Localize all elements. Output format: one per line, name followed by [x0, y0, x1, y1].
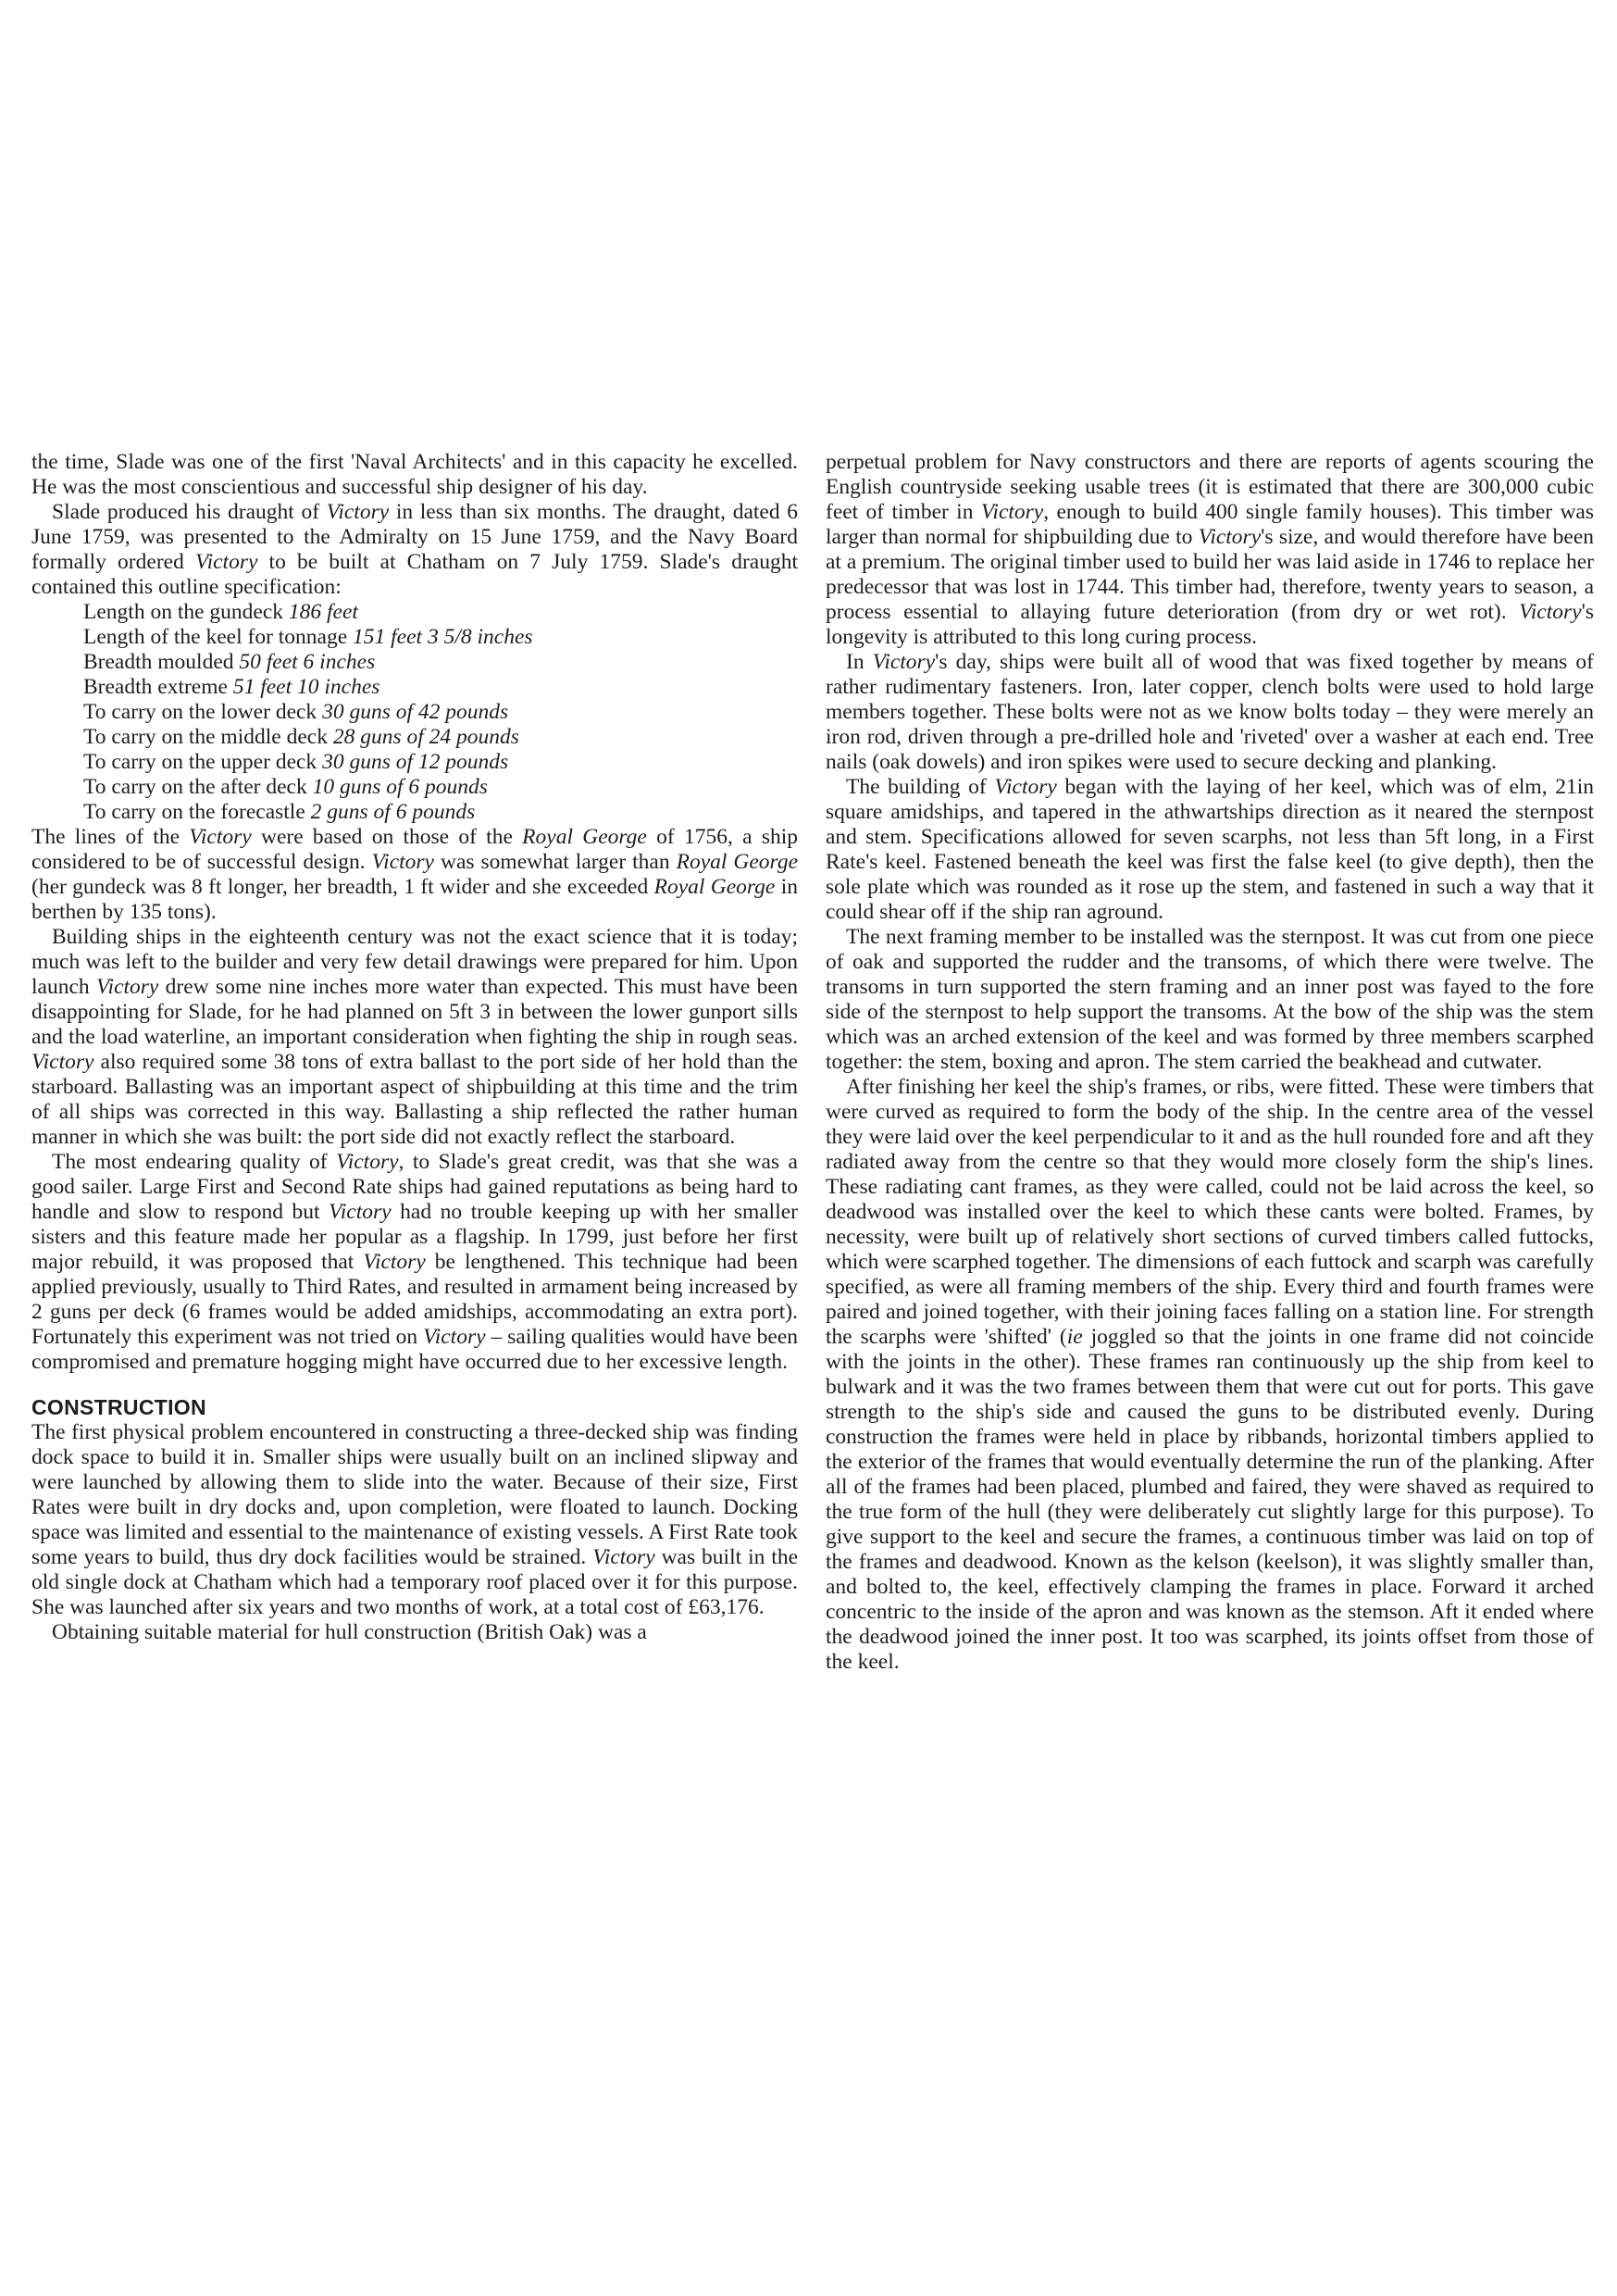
- spec-item: To carry on the forecastle 2 guns of 6 pounds: [83, 800, 476, 824]
- spec-item: To carry on the after deck 10 guns of 6 pounds: [83, 775, 488, 799]
- spec-item: Breadth moulded 50 feet 6 inches: [83, 650, 376, 674]
- paragraph: perpetual problem for Navy constructors and there are reports of agents scouring the English countryside seeking usable trees (it is estimated that there are 300,000 cubic feet of timber in Victory, enough to build 400 single family houses). This timber was larger than normal for shipbuilding due to Victory's size, and would therefore have been at a premium. The original timber used to build her was laid aside in 1746 to replace her predecessor that was lost in 1744. This timber had, therefore, twenty years to season, a process essential to allaying future deterioration (from dry or wet rot). Victory's longevity is attributed to this long curing process.: [826, 450, 1594, 649]
- paragraph: In Victory's day, ships were built all of wood that was fixed together by means of rather rudimentary fasteners. Iron, later copper, clench bolts were used to hold large members together. These bolts were not as we know bolts today – they were merely an iron rod, driven through a pre-drilled hole and 'riveted' over a washer at each end. Tree nails (oak dowels) and iron spikes were used to secure decking and planking.: [826, 650, 1595, 774]
- paragraph: The most endearing quality of Victory, to Slade's great credit, was that she was a good sailer. Large First and Second Rate ships had gained reputations as being hard to handle and slow to respond but Victory had no trouble keeping up with her smaller sisters and this feature made her popular as a flagship. In 1799, just before her first major rebuild, it was proposed that Victory be lengthened. This technique had been applied previously, usually to Third Rates, and resulted in armament being increased by 2 guns per deck (6 frames would be added amidships, accommodating an extra port). Fortunately this experiment was not tried on Victory – sailing qualities would have been compromised and premature hogging might have occurred due to her excessive length.: [31, 1150, 798, 1374]
- spec-item: Breadth extreme 51 feet 10 inches: [83, 675, 380, 699]
- spec-item: Length of the keel for tonnage 151 feet 3 5/8 inches: [83, 625, 533, 649]
- spec-item: To carry on the upper deck 30 guns of 12 pounds: [83, 750, 509, 774]
- specification-list: [31, 600, 798, 825]
- paragraph: The lines of the Victory were based on those of the Royal George of 1756, a ship considered to be of successful design. Victory was somewhat larger than Royal George (her gundeck was 8 ft longer, her breadth, 1 ft wider and she exceeded Royal George in berthen by 135 tons).: [31, 825, 799, 924]
- spec-item: Length on the gundeck 186 feet: [83, 600, 358, 624]
- paragraph: Building ships in the eighteenth century was not the exact science that it is today; much was left to the builder and very few detail drawings were prepared for him. Upon launch Victory drew some nine inches more water than expected. This must have been disappointing for Slade, for he had planned on 5ft 3 in between the lower gunport sills and the load waterline, an important consideration when fighting the ship in rough seas. Victory also required some 38 tons of extra ballast to the port side of her hold than the starboard. Ballasting was an important aspect of shipbuilding at this time and the trim of all ships was corrected in this way. Ballasting a ship reflected the rather human manner in which she was built: the port side did not exactly reflect the starboard.: [31, 925, 798, 1149]
- paragraph: Obtaining suitable material for hull construction (British Oak) was a: [52, 1620, 647, 1644]
- paragraph: The first physical problem encountered in constructing a three-decked ship was finding dock space to build it in. Smaller ships were usually built on an inclined slipway and were launched by allowing them to slide into the water. Because of their size, First Rates were built in dry docks and, upon completion, were floated to launch. Docking space was limited and essential to the maintenance of existing vessels. A First Rate took some years to build, thus dry dock facilities would be strained. Victory was built in the old single dock at Chatham which had a temporary roof placed over it for this purpose. She was launched after six years and two months of work, at a total cost of £63,176.: [31, 1420, 798, 1619]
- paragraph: the time, Slade was one of the first 'Naval Architects' and in this capacity he excelled. He was the most conscientious and successful ship designer of his day.: [31, 450, 798, 499]
- paragraph: The building of Victory began with the laying of her keel, which was of elm, 21in square amidships, and tapered in the athwartships direction as it neared the sternpost and stem. Specifications allowed for seven scarphs, not less than 5ft long, in a First Rate's keel. Fastened beneath the keel was first the false keel (to give depth), then the sole plate which was rounded as it rose up the stem, and fastened in such a way that it could shear off if the ship ran aground.: [826, 775, 1594, 924]
- paragraph: Slade produced his draught of Victory in less than six months. The draught, dated 6 June 1759, was presented to the Admiralty on 15 June 1759, and the Navy Board formally ordered Victory to be built at Chatham on 7 July 1759. Slade's draught contained this outline specification:: [31, 500, 799, 599]
- section-heading: CONSTRUCTION: [31, 1395, 206, 1419]
- paragraph: The next framing member to be installed was the sternpost. It was cut from one piece of oak and supported the rudder and the transoms, of which there were twelve. The transoms in turn supported the stern framing and an inner post was fayed to the fore side of the sternpost to help support the transoms. At the bow of the ship was the stem which was an arched extension of the keel and was formed by three members scarphed together: the stem, boxing and apron. The stem carried the beakhead and cutwater.: [826, 925, 1594, 1074]
- right-column: [826, 450, 1594, 1675]
- spec-item: To carry on the lower deck 30 guns of 42 pounds: [83, 700, 509, 724]
- paragraph: After finishing her keel the ship's frames, or ribs, were fitted. These were timbers that were curved as required to form the body of the ship. In the centre area of the vessel they were laid over the keel perpendicular to it and as the hull rounded fore and aft they radiated away from the centre so that they would more closely form the ship's lines. These radiating cant frames, as they were called, could not be laid across the keel, so deadwood was installed over the keel to which these cants were bolted. Frames, by necessity, were built up of relatively short sections of curved timbers called futtocks, which were scarphed together. The dimensions of each futtock and scarph was carefully specified, as were all framing members of the ship. Every third and fourth frames were paired and joined together, with their joining faces falling on a station line. For strength the scarphs were 'shifted' (ie joggled so that the joints in one frame did not coincide with the joints in the other). These frames ran continuously up the ship from keel to bulwark and it was the two frames between them that were cut out for ports. This gave strength to the ship's side and caused the guns to be distributed evenly. During construction the frames were held in place by ribbands, horizontal timbers applied to the exterior of the frames that would eventually determine the run of the planking. After all of the frames had been placed, plumbed and faired, they were shaved as required to the true form of the hull (they were deliberately cut slightly large for this purpose). To give support to the keel and secure the frames, a continuous timber was laid on top of the frames and deadwood. Known as the kelson (keelson), it was slightly smaller than, and bolted to, the keel, effectively clamping the frames in place. Forward it arched concentric to the inside of the apron and was known as the stemson. Aft it ended where the deadwood joined the inner post. It too was scarphed, its joints offset from those of the keel.: [826, 1075, 1594, 1674]
- spec-item: To carry on the middle deck 28 guns of 24 pounds: [83, 725, 519, 749]
- left-column: [31, 450, 798, 1645]
